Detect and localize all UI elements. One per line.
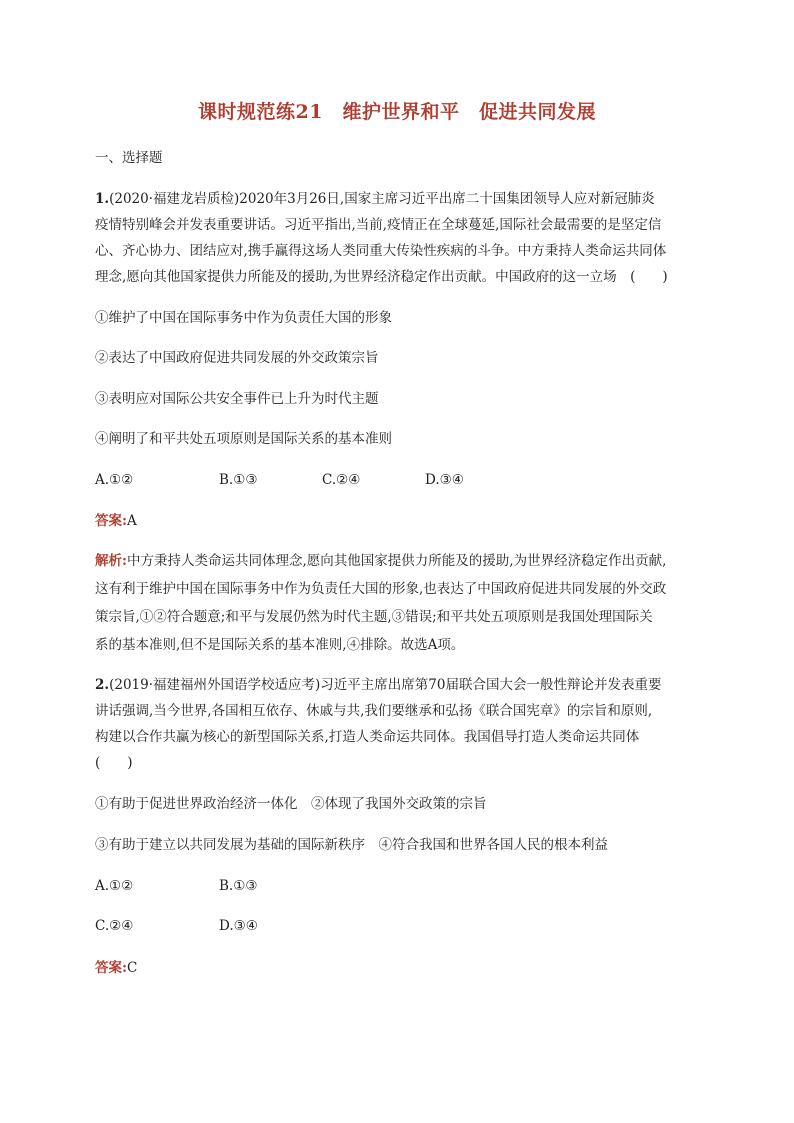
q1-item-2: ②表达了中国政府促进共同发展的外交政策宗旨 (95, 350, 379, 366)
answer-label: 答案: (95, 513, 127, 529)
q1-stem-line-1 (95, 186, 705, 212)
q2-items-line-1: ①有助于促进世界政治经济一体化 ②体现了我国外交政策的宗旨 (95, 796, 487, 812)
q2-stem-line-3: 构建以合作共赢为核心的新型国际关系,打造人类命运共同体。我国倡导打造人类命运共同体 (95, 729, 640, 745)
q2-stem-line-1 (95, 672, 705, 698)
q1-item-3: ③表明应对国际公共安全事件已上升为时代主题 (95, 391, 379, 407)
section-heading: 一、选择题 (95, 150, 163, 166)
q1-option-b: B.①③ (219, 472, 258, 488)
page-title: 课时规范练21 维护世界和平 促进共同发展 (198, 101, 596, 123)
analysis-text-1: 中方秉持人类命运共同体理念,愿向其他国家提供力所能及的援助,为世界经济稳定作出贡献, (126, 553, 667, 569)
q2-stem-line-2: 讲话强调,当今世界,各国相互依存、休戚与共,我们要继承和弘扬《联合国宪章》的宗旨和原则, (95, 703, 653, 719)
q1-option-d: D.③④ (425, 472, 464, 488)
q2-number: 2. (95, 677, 110, 693)
answer-value: C (126, 960, 138, 976)
q2-option-c: C.②④ (95, 918, 134, 934)
q2-stem-line-4: ( ) (95, 755, 133, 771)
q1-stem-text-1: (2020·福建龙岩质检)2020年3月26日,国家主席习近平出席二十国集团领导人应对新冠肺炎 (109, 191, 655, 207)
q2-answer (95, 955, 705, 981)
q1-stem-line-4: 理念,愿向其他国家提供力所能及的援助,为世界经济稳定作出贡献。中国政府的这一立场 ( ) (95, 269, 668, 285)
q2-option-b: B.①③ (219, 878, 258, 894)
q1-answer (95, 508, 705, 534)
q1-item-1: ①维护了中国在国际事务中作为负责任大国的形象 (95, 310, 392, 326)
q1-item-4: ④阐明了和平共处五项原则是国际关系的基本准则 (95, 431, 392, 447)
answer-label: 答案: (95, 960, 127, 976)
q2-option-d: D.③④ (219, 918, 258, 934)
q2-items-line-2: ③有助于建立以共同发展为基础的国际新秩序 ④符合我国和世界各国人民的根本利益 (95, 837, 608, 853)
analysis-label: 解析: (95, 553, 127, 569)
q1-analysis-line-1 (95, 548, 705, 574)
q1-number: 1. (95, 191, 110, 207)
q1-stem-line-2: 疫情特别峰会并发表重要讲话。习近平指出,当前,疫情正在全球蔓延,国际社会最需要的是坚定信 (95, 217, 662, 233)
q1-option-a: A.①② (95, 472, 134, 488)
q1-analysis-line-3: 策宗旨,①②符合题意;和平与发展仍然为时代主题,③错误;和平共处五项原则是我国处理国际关 (95, 609, 653, 625)
q1-option-c: C.②④ (322, 472, 361, 488)
q2-stem-text-1: (2019·福建福州外国语学校适应考)习近平主席出席第70届联合国大会一般性辩论并发表重要 (109, 677, 662, 693)
q1-stem-line-3: 心、齐心协力、团结应对,携手赢得这场人类同重大传染性疾病的斗争。中方秉持人类命运共同体 (95, 243, 667, 259)
q1-analysis-line-4: 系的基本准则,但不是国际关系的基本准则,④排除。故选A项。 (95, 637, 465, 653)
answer-value: A (126, 513, 137, 529)
q1-analysis-line-2: 这有利于维护中国在国际事务中作为负责任大国的形象,也表达了中国政府促进共同发展的外交政 (95, 581, 667, 597)
q2-option-a: A.①② (95, 878, 134, 894)
